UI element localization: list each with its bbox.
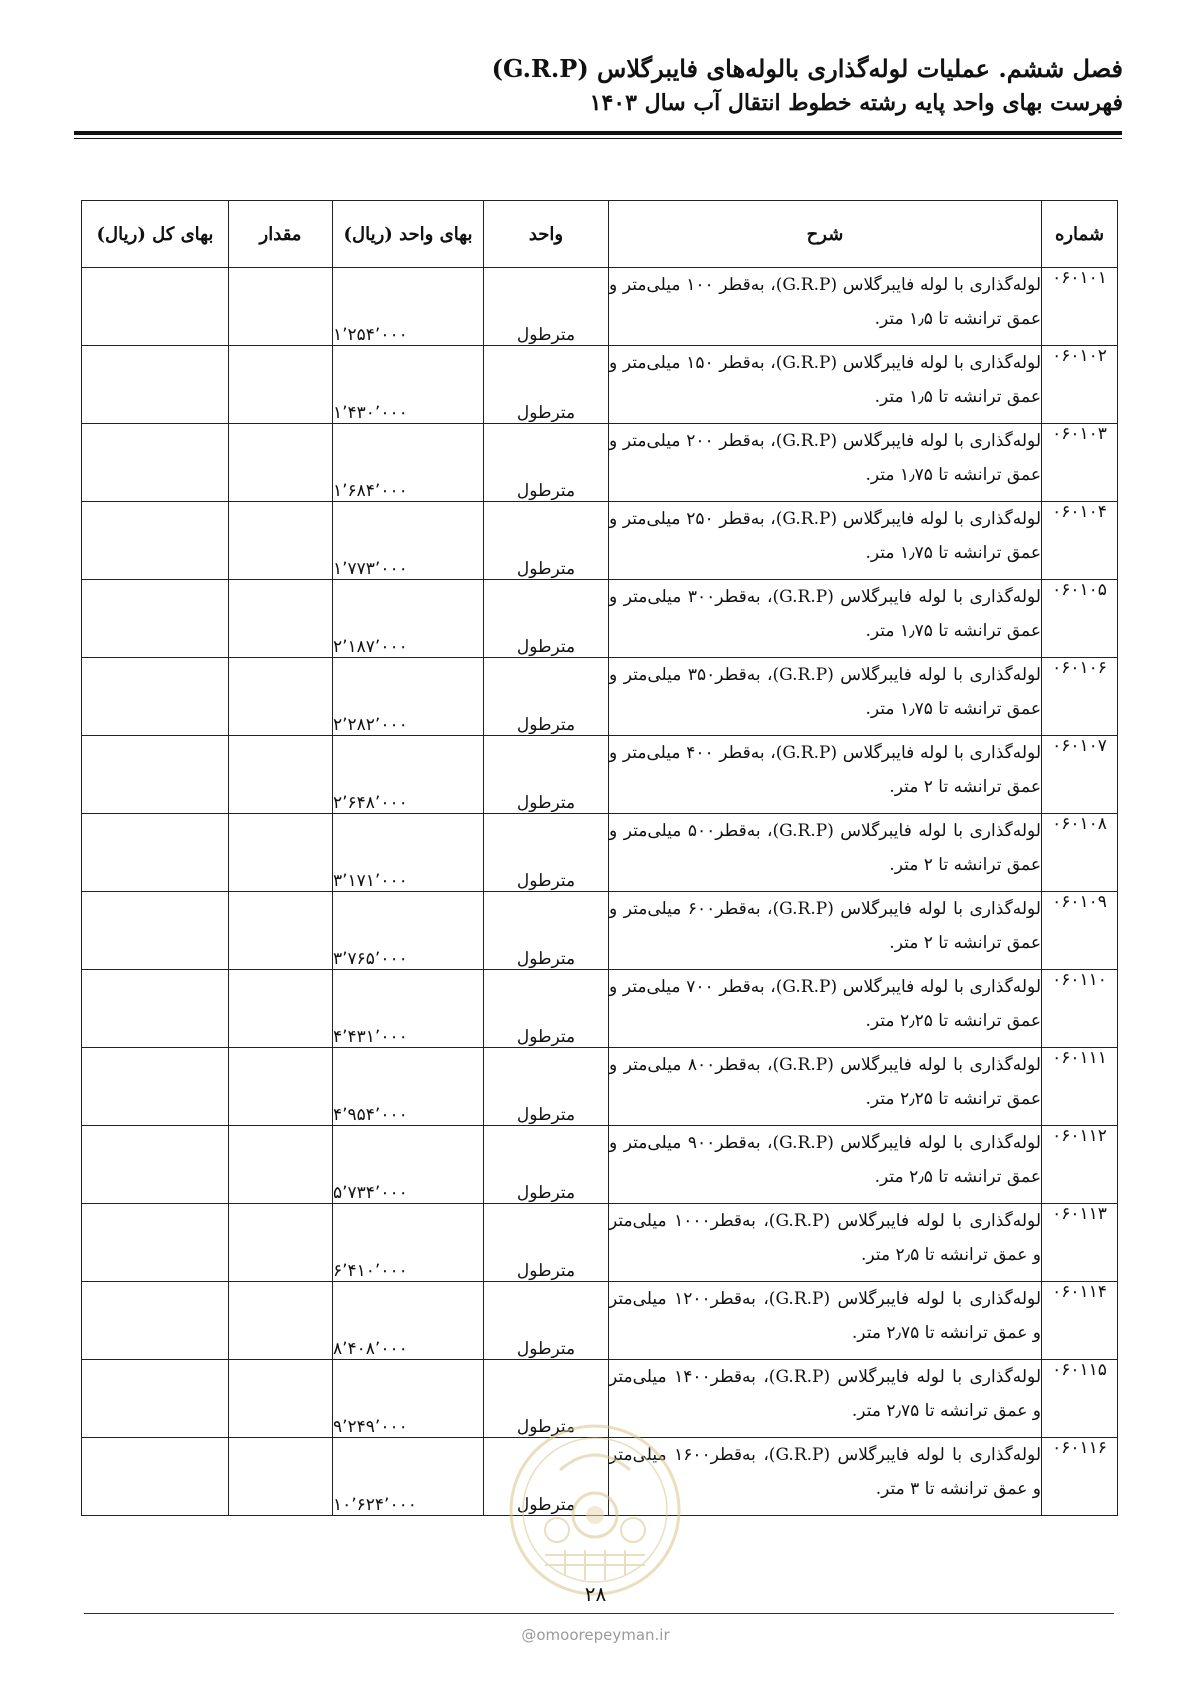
item-quantity	[229, 268, 333, 346]
item-quantity	[229, 658, 333, 736]
header-unit-price: بهای واحد (ریال)	[333, 201, 484, 268]
item-quantity	[229, 1204, 333, 1282]
item-quantity	[229, 1126, 333, 1204]
item-unit-price: ۱٬۷۷۳٬۰۰۰	[333, 502, 484, 580]
item-code: ۰۶۰۱۱۲	[1042, 1126, 1118, 1204]
table-row	[82, 892, 1118, 970]
item-unit-price: ۱۰٬۶۲۴٬۰۰۰	[333, 1438, 484, 1516]
item-unit: مترطول	[484, 424, 609, 502]
item-total-price	[82, 736, 229, 814]
item-total-price	[82, 1048, 229, 1126]
item-description: لوله‌گذاری با لوله فایبرگلاس (G.R.P)، به‌قطر۳۵۰ میلی‌متر و عمق ترانشه تا ۱٫۷۵ متر.	[609, 658, 1042, 736]
item-code: ۰۶۰۱۰۶	[1042, 658, 1118, 736]
item-total-price	[82, 970, 229, 1048]
item-unit-price: ۲٬۲۸۲٬۰۰۰	[333, 658, 484, 736]
table-header-row	[82, 201, 1118, 268]
item-description: لوله‌گذاری با لوله فایبرگلاس (G.R.P)، به‌قطر۱۶۰۰ میلی‌متر و عمق ترانشه تا ۳ متر.	[609, 1438, 1042, 1516]
item-quantity	[229, 736, 333, 814]
item-code: ۰۶۰۱۱۰	[1042, 970, 1118, 1048]
table-row	[82, 268, 1118, 346]
item-unit-price: ۱٬۶۸۴٬۰۰۰	[333, 424, 484, 502]
page-number: ۲۸	[584, 1582, 607, 1606]
item-total-price	[82, 1204, 229, 1282]
item-quantity	[229, 346, 333, 424]
table-row	[82, 346, 1118, 424]
header-code: شماره	[1042, 201, 1118, 268]
footer-rule	[84, 1613, 1114, 1614]
item-code: ۰۶۰۱۱۵	[1042, 1360, 1118, 1438]
item-unit-price: ۴٬۴۳۱٬۰۰۰	[333, 970, 484, 1048]
table-row	[82, 424, 1118, 502]
item-quantity	[229, 892, 333, 970]
item-quantity	[229, 1048, 333, 1126]
item-description: لوله‌گذاری با لوله فایبرگلاس (G.R.P)، به‌قطر۳۰۰ میلی‌متر و عمق ترانشه تا ۱٫۷۵ متر.	[609, 580, 1042, 658]
item-unit: مترطول	[484, 1360, 609, 1438]
table-row	[82, 1126, 1118, 1204]
item-code: ۰۶۰۱۰۱	[1042, 268, 1118, 346]
item-unit: مترطول	[484, 892, 609, 970]
header-rule-thick	[74, 131, 1122, 135]
publisher-seal-watermark	[505, 1420, 685, 1600]
item-total-price	[82, 502, 229, 580]
item-unit-price: ۵٬۷۳۴٬۰۰۰	[333, 1126, 484, 1204]
item-unit-price: ۳٬۱۷۱٬۰۰۰	[333, 814, 484, 892]
item-total-price	[82, 424, 229, 502]
item-total-price	[82, 1360, 229, 1438]
price-table	[81, 200, 1118, 1516]
item-code: ۰۶۰۱۰۲	[1042, 346, 1118, 424]
item-unit-price: ۴٬۹۵۴٬۰۰۰	[333, 1048, 484, 1126]
item-description: لوله‌گذاری با لوله فایبرگلاس (G.R.P)، به‌قطر۶۰۰ میلی‌متر و عمق ترانشه تا ۲ متر.	[609, 892, 1042, 970]
table-row	[82, 814, 1118, 892]
item-total-price	[82, 658, 229, 736]
header-total-price: بهای کل (ریال)	[82, 201, 229, 268]
item-description: لوله‌گذاری با لوله فایبرگلاس (G.R.P)، به‌قطر۱۲۰۰ میلی‌متر و عمق ترانشه تا ۲٫۷۵ متر.	[609, 1282, 1042, 1360]
item-unit: مترطول	[484, 1282, 609, 1360]
item-description: لوله‌گذاری با لوله فایبرگلاس (G.R.P)، به‌قطر۹۰۰ میلی‌متر و عمق ترانشه تا ۲٫۵ متر.	[609, 1126, 1042, 1204]
table-row	[82, 502, 1118, 580]
table-row	[82, 970, 1118, 1048]
item-total-price	[82, 346, 229, 424]
item-unit-price: ۶٬۴۱۰٬۰۰۰	[333, 1204, 484, 1282]
item-unit: مترطول	[484, 1204, 609, 1282]
item-quantity	[229, 502, 333, 580]
item-quantity	[229, 424, 333, 502]
table-row	[82, 736, 1118, 814]
item-description: لوله‌گذاری با لوله فایبرگلاس (G.R.P)، به‌قطر۵۰۰ میلی‌متر و عمق ترانشه تا ۲ متر.	[609, 814, 1042, 892]
table-row	[82, 658, 1118, 736]
table-row	[82, 580, 1118, 658]
item-total-price	[82, 1282, 229, 1360]
header-quantity: مقدار	[229, 201, 333, 268]
item-description: لوله‌گذاری با لوله فایبرگلاس (G.R.P)، به‌قطر ۲۵۰ میلی‌متر و عمق ترانشه تا ۱٫۷۵ متر.	[609, 502, 1042, 580]
item-unit-price: ۸٬۴۰۸٬۰۰۰	[333, 1282, 484, 1360]
table-row	[82, 1282, 1118, 1360]
item-unit: مترطول	[484, 1048, 609, 1126]
item-code: ۰۶۰۱۰۴	[1042, 502, 1118, 580]
item-code: ۰۶۰۱۱۱	[1042, 1048, 1118, 1126]
item-total-price	[82, 1126, 229, 1204]
item-unit: مترطول	[484, 814, 609, 892]
item-description: لوله‌گذاری با لوله فایبرگلاس (G.R.P)، به‌قطر۸۰۰ میلی‌متر و عمق ترانشه تا ۲٫۲۵ متر.	[609, 1048, 1042, 1126]
item-unit-price: ۲٬۱۸۷٬۰۰۰	[333, 580, 484, 658]
item-code: ۰۶۰۱۱۶	[1042, 1438, 1118, 1516]
table-row	[82, 1048, 1118, 1126]
item-description: لوله‌گذاری با لوله فایبرگلاس (G.R.P)، به‌قطر ۲۰۰ میلی‌متر و عمق ترانشه تا ۱٫۷۵ متر.	[609, 424, 1042, 502]
item-unit: مترطول	[484, 970, 609, 1048]
header-unit: واحد	[484, 201, 609, 268]
item-quantity	[229, 970, 333, 1048]
item-total-price	[82, 1438, 229, 1516]
item-total-price	[82, 814, 229, 892]
item-description: لوله‌گذاری با لوله فایبرگلاس (G.R.P)، به‌قطر۱۴۰۰ میلی‌متر و عمق ترانشه تا ۲٫۷۵ متر.	[609, 1360, 1042, 1438]
item-code: ۰۶۰۱۰۵	[1042, 580, 1118, 658]
list-title: فهرست بهای واحد پایه رشته خطوط انتقال آب سال ۱۴۰۳	[589, 90, 1123, 116]
header-rule-thin	[74, 138, 1122, 139]
item-code: ۰۶۰۱۰۳	[1042, 424, 1118, 502]
item-description: لوله‌گذاری با لوله فایبرگلاس (G.R.P)، به‌قطر ۱۰۰ میلی‌متر و عمق ترانشه تا ۱٫۵ متر.	[609, 268, 1042, 346]
item-unit-price: ۹٬۲۴۹٬۰۰۰	[333, 1360, 484, 1438]
header-description: شرح	[609, 201, 1042, 268]
item-unit: مترطول	[484, 1438, 609, 1516]
item-total-price	[82, 268, 229, 346]
item-code: ۰۶۰۱۰۹	[1042, 892, 1118, 970]
item-unit-price: ۱٬۲۵۴٬۰۰۰	[333, 268, 484, 346]
item-unit-price: ۱٬۴۳۰٬۰۰۰	[333, 346, 484, 424]
item-description: لوله‌گذاری با لوله فایبرگلاس (G.R.P)، به‌قطر ۷۰۰ میلی‌متر و عمق ترانشه تا ۲٫۲۵ متر.	[609, 970, 1042, 1048]
item-quantity	[229, 1438, 333, 1516]
item-unit: مترطول	[484, 1126, 609, 1204]
item-quantity	[229, 814, 333, 892]
item-unit: مترطول	[484, 580, 609, 658]
chapter-title: فصل ششم. عملیات لوله‌گذاری بالوله‌های فایبرگلاس (G.R.P)	[491, 54, 1123, 83]
page-header	[63, 52, 1123, 120]
item-description: لوله‌گذاری با لوله فایبرگلاس (G.R.P)، به‌قطر ۱۵۰ میلی‌متر و عمق ترانشه تا ۱٫۵ متر.	[609, 346, 1042, 424]
item-unit-price: ۳٬۷۶۵٬۰۰۰	[333, 892, 484, 970]
item-unit: مترطول	[484, 268, 609, 346]
item-total-price	[82, 580, 229, 658]
item-code: ۰۶۰۱۱۳	[1042, 1204, 1118, 1282]
item-unit: مترطول	[484, 346, 609, 424]
item-code: ۰۶۰۱۰۷	[1042, 736, 1118, 814]
item-unit: مترطول	[484, 658, 609, 736]
item-unit: مترطول	[484, 736, 609, 814]
item-description: لوله‌گذاری با لوله فایبرگلاس (G.R.P)، به‌قطر ۴۰۰ میلی‌متر و عمق ترانشه تا ۲ متر.	[609, 736, 1042, 814]
table-row	[82, 1204, 1118, 1282]
item-code: ۰۶۰۱۰۸	[1042, 814, 1118, 892]
item-quantity	[229, 1282, 333, 1360]
website-link[interactable]: @omoorepeyman.ir	[521, 1626, 670, 1644]
item-unit-price: ۲٬۶۴۸٬۰۰۰	[333, 736, 484, 814]
item-unit: مترطول	[484, 502, 609, 580]
item-code: ۰۶۰۱۱۴	[1042, 1282, 1118, 1360]
item-quantity	[229, 1360, 333, 1438]
item-total-price	[82, 892, 229, 970]
item-description: لوله‌گذاری با لوله فایبرگلاس (G.R.P)، به‌قطر۱۰۰۰ میلی‌متر و عمق ترانشه تا ۲٫۵ متر.	[609, 1204, 1042, 1282]
item-quantity	[229, 580, 333, 658]
